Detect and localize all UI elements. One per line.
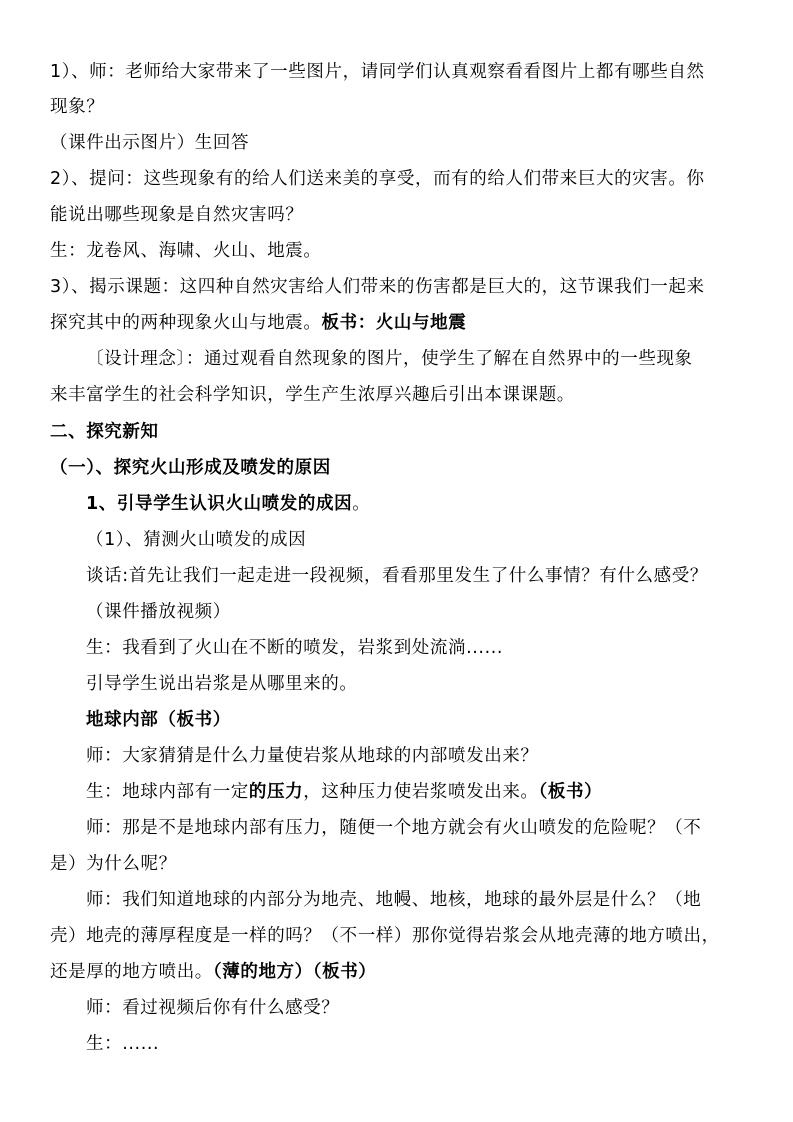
- paragraph-line: 能说出哪些现象是自然灾害吗？: [50, 205, 304, 225]
- paragraph-line: 引导学生说出岩浆是从哪里来的。: [86, 674, 358, 694]
- paragraph-line: 师：大家猜猜是什么力量使岩浆从地球的内部喷发出来？: [86, 746, 539, 766]
- design-note-line: 〔设计理念〕：通过观看自然现象的图片，使学生了解在自然界中的一些现象: [86, 349, 693, 369]
- paragraph-line: 谈话:首先让我们一起走进一段视频，看看那里发生了什么事情？有什么感受？: [86, 566, 708, 586]
- paragraph-line: 生：......: [86, 1034, 160, 1054]
- paragraph-line: 1）、师：老师给大家带来了一些图片，请同学们认真观察看看图片上都有哪些自然: [50, 62, 705, 82]
- paragraph-line: 生：地球内部有一定的压力，这种压力使岩浆喷发出来。（板书）: [86, 782, 603, 802]
- paragraph-line: 壳）地壳的薄厚程度是一样的吗？（不一样）那你觉得岩浆会从地壳薄的地方喷出，: [50, 926, 720, 946]
- paragraph-line: 师：那是不是地球内部有压力，随便一个地方就会有火山喷发的危险呢？（不: [86, 818, 702, 838]
- paragraph-line: 2）、提问：这些现象有的给人们送来美的享受，而有的给人们带来巨大的灾害。你: [50, 169, 705, 189]
- paragraph-line: 探究其中的两种现象火山与地震。板书：火山与地震: [50, 313, 467, 333]
- paragraph-line: 3）、揭示课题：这四种自然灾害给人们带来的伤害都是巨大的，这节课我们一起来: [50, 277, 705, 297]
- paragraph-line: 现象？: [50, 97, 105, 117]
- paragraph-line: 来丰富学生的社会科学知识，学生产生浓厚兴趣后引出本课课题。: [50, 385, 575, 405]
- paragraph-line: 生：龙卷风、海啸、火山、地震。: [50, 241, 322, 261]
- paragraph-line: 师：我们知道地球的内部分为地壳、地幔、地核，地球的最外层是什么？（地: [86, 890, 702, 910]
- paragraph-line: 是）为什么呢？: [50, 854, 177, 874]
- paragraph-line: 生：我看到了火山在不断的喷发，岩浆到处流淌......: [86, 638, 504, 658]
- board-note: 地球内部（板书）: [86, 710, 231, 730]
- paragraph-line: （课件出示图片）生回答: [50, 133, 250, 153]
- paragraph-line: （课件播放视频）: [86, 602, 231, 622]
- section-heading: 二、探究新知: [50, 422, 159, 442]
- board-note: 板书：火山与地震: [321, 313, 467, 333]
- step-heading: 1、引导学生认识火山喷发的成因。: [86, 494, 371, 514]
- paragraph-line: （1）、猜测火山喷发的成因: [86, 530, 307, 550]
- paragraph-line: 还是厚的地方喷出。（薄的地方）（板书）: [50, 962, 377, 982]
- subsection-heading: （一）、探究火山形成及喷发的原因: [50, 458, 331, 478]
- paragraph-line: 师：看过视频后你有什么感受？: [86, 998, 340, 1018]
